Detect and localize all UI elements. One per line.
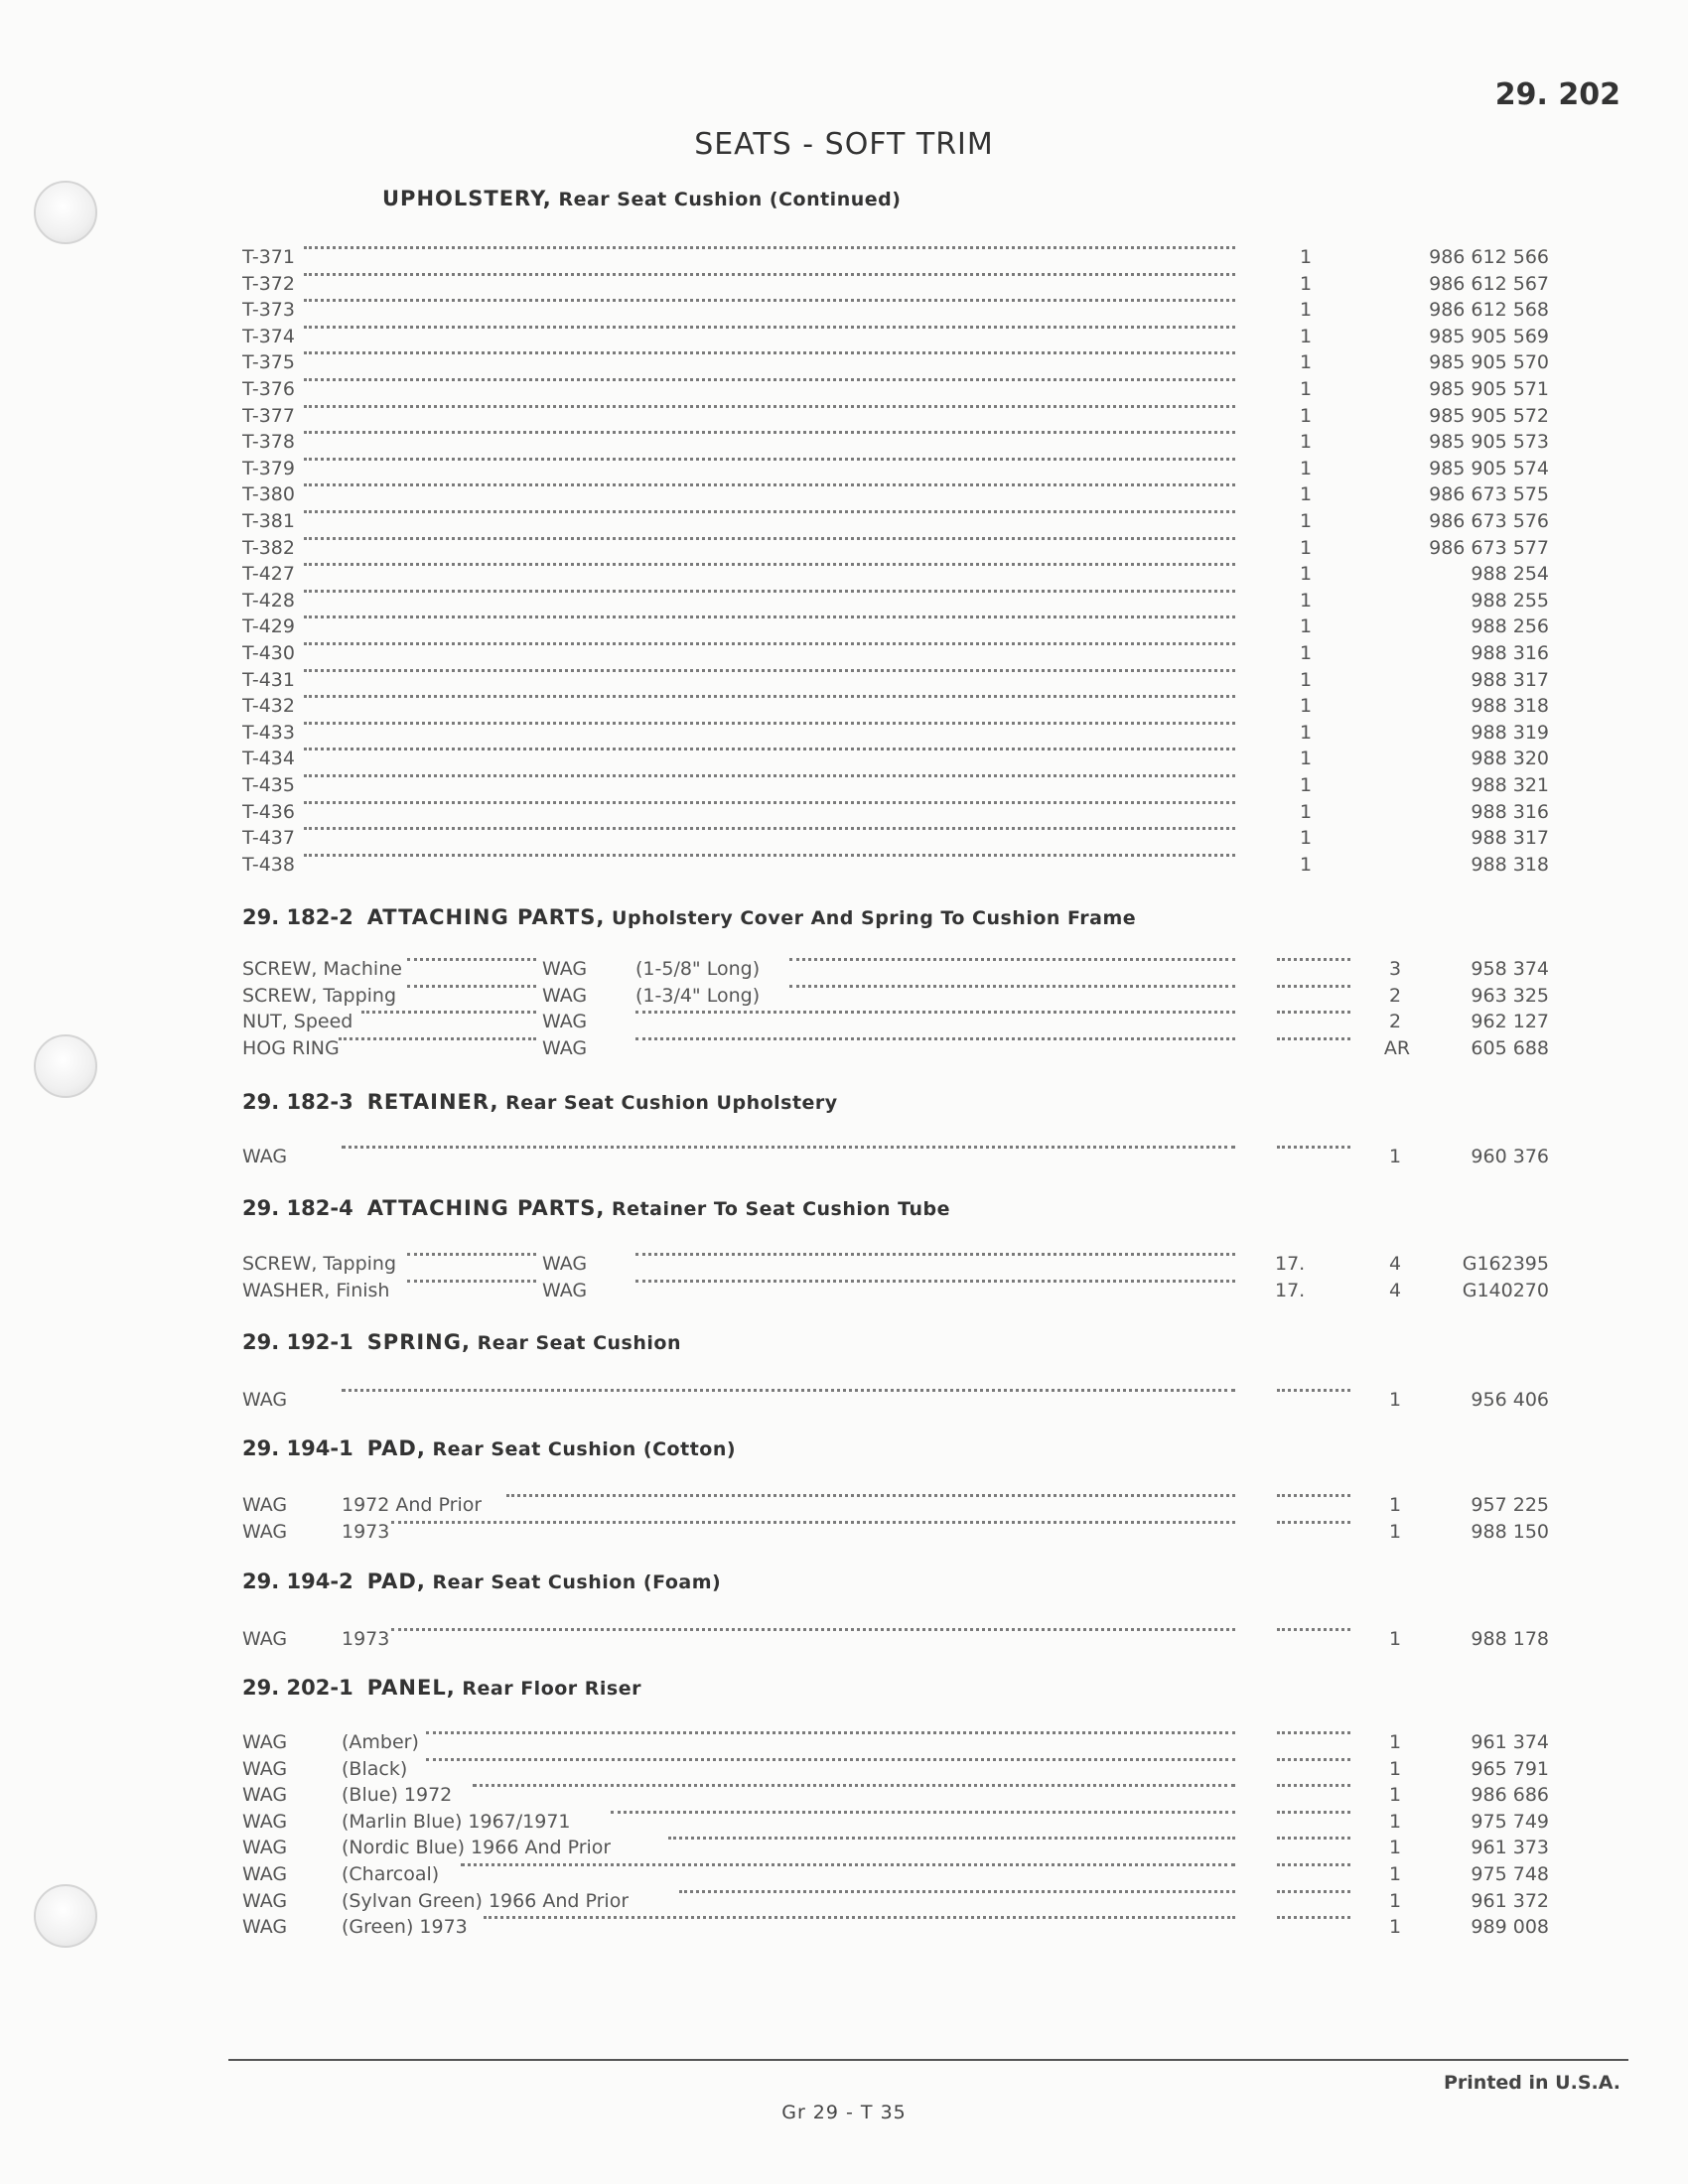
- leader-dots: [1277, 1890, 1350, 1893]
- quantity: 1: [1388, 1389, 1402, 1411]
- table-row: [0, 1494, 1688, 1521]
- part-description: 1972 And Prior: [342, 1494, 483, 1516]
- part-number: 957 225: [1471, 1494, 1549, 1516]
- table-row: [0, 431, 1688, 458]
- section-number: 29. 194-1: [242, 1436, 353, 1460]
- table-row: [0, 827, 1688, 854]
- table-row: [0, 458, 1688, 484]
- part-number: 956 406: [1471, 1389, 1549, 1411]
- quantity: 1: [1388, 1889, 1402, 1912]
- leader-dots: [1277, 1628, 1350, 1631]
- quantity: 1: [1299, 853, 1313, 876]
- footer-printed-in: Printed in U.S.A.: [1444, 2072, 1620, 2094]
- part-name: T-379: [242, 457, 295, 479]
- leader-dots: [1277, 1146, 1350, 1149]
- part-name: T-375: [242, 351, 295, 374]
- part-name: SCREW, Tapping: [242, 984, 397, 1007]
- part-name: T-436: [242, 800, 295, 823]
- part-name: WAG: [242, 1916, 288, 1939]
- quantity: 1: [1299, 404, 1313, 427]
- quantity: 1: [1388, 1628, 1402, 1650]
- table-row: [0, 958, 1688, 985]
- part-number: 988 316: [1471, 800, 1549, 823]
- table-row: [0, 1784, 1688, 1811]
- table-row: [0, 299, 1688, 326]
- quantity: 1: [1388, 1863, 1402, 1885]
- binder-hole-top: [34, 181, 97, 244]
- quantity: 2: [1388, 984, 1402, 1007]
- part-number: 975 749: [1471, 1810, 1549, 1833]
- quantity: 1: [1299, 642, 1313, 664]
- quantity: 2: [1388, 1011, 1402, 1033]
- leader-dots: [1277, 1811, 1350, 1814]
- section-description: Rear Seat Cushion: [477, 1332, 681, 1354]
- part-description: (Blue) 1972: [342, 1784, 453, 1807]
- leader-dots: [789, 985, 1235, 988]
- section-number: 29. 194-2: [242, 1570, 353, 1593]
- quantity: 1: [1299, 827, 1313, 850]
- part-name: SCREW, Tapping: [242, 1253, 397, 1275]
- leader-dots: [407, 985, 536, 988]
- part-name: T-427: [242, 563, 295, 586]
- part-number: 988 255: [1471, 589, 1549, 612]
- section-name: PAD,: [366, 1436, 426, 1460]
- quantity: 1: [1299, 351, 1313, 374]
- part-number: 989 008: [1471, 1916, 1549, 1939]
- part-name: T-376: [242, 378, 295, 400]
- table-row: [0, 483, 1688, 510]
- quantity: AR: [1383, 1036, 1411, 1059]
- table-row: [0, 1389, 1688, 1416]
- leader-dots: [1277, 1837, 1350, 1840]
- part-name: WAG: [242, 1889, 288, 1912]
- part-name: T-374: [242, 325, 295, 347]
- leader-dots: [391, 1628, 1235, 1631]
- part-model: WAG: [542, 1279, 588, 1301]
- table-row: [0, 774, 1688, 801]
- leader-dots: [304, 351, 1235, 354]
- part-number: 961 373: [1471, 1837, 1549, 1859]
- page-number: 29. 202: [1494, 77, 1620, 112]
- page-title: SEATS - SOFT TRIM: [694, 127, 994, 162]
- part-number: 985 905 573: [1429, 431, 1549, 454]
- quantity: 1: [1299, 378, 1313, 400]
- part-name: T-437: [242, 827, 295, 850]
- leader-dots: [789, 958, 1235, 961]
- part-model: WAG: [542, 958, 588, 980]
- section-heading: [382, 187, 901, 210]
- part-model: WAG: [542, 1253, 588, 1275]
- leader-dots: [1277, 1916, 1350, 1919]
- table-row: [0, 246, 1688, 273]
- quantity: 1: [1388, 1916, 1402, 1939]
- quantity: 1: [1299, 721, 1313, 744]
- quantity: 1: [1388, 1146, 1402, 1167]
- table-row: [0, 1916, 1688, 1943]
- part-description: 1973: [342, 1628, 390, 1650]
- section-name: ATTACHING PARTS,: [366, 1196, 606, 1220]
- part-model: WAG: [542, 1036, 588, 1059]
- section-heading: [242, 1676, 641, 1700]
- table-row: [0, 1280, 1688, 1306]
- quantity: 1: [1388, 1810, 1402, 1833]
- table-row: [0, 326, 1688, 352]
- leader-dots: [1277, 1863, 1350, 1866]
- part-number: 986 612 568: [1429, 299, 1549, 322]
- part-number: 988 318: [1471, 695, 1549, 718]
- leader-dots: [426, 1731, 1235, 1734]
- part-name: T-431: [242, 668, 295, 691]
- section-name: SPRING,: [366, 1330, 471, 1354]
- part-number: 988 317: [1471, 827, 1549, 850]
- table-row: [0, 405, 1688, 432]
- part-number: 988 319: [1471, 721, 1549, 744]
- quantity: 1: [1299, 325, 1313, 347]
- part-name: WAG: [242, 1389, 288, 1411]
- leader-dots: [304, 669, 1235, 672]
- quantity: 1: [1299, 272, 1313, 295]
- table-row: [0, 273, 1688, 300]
- section-description: Rear Seat Cushion Upholstery: [505, 1092, 838, 1114]
- table-row: [0, 1811, 1688, 1838]
- part-description: (Charcoal): [342, 1863, 440, 1885]
- part-name: T-433: [242, 721, 295, 744]
- table-row: [0, 1890, 1688, 1917]
- quantity: 1: [1388, 1731, 1402, 1753]
- part-number: 988 178: [1471, 1628, 1549, 1650]
- leader-dots: [361, 1011, 536, 1014]
- section-heading: [242, 1196, 950, 1220]
- quantity: 1: [1299, 695, 1313, 718]
- table-row: [0, 1731, 1688, 1758]
- part-name: T-377: [242, 404, 295, 427]
- part-number: 988 321: [1471, 774, 1549, 796]
- table-row: [0, 1146, 1688, 1172]
- leader-dots: [1277, 1011, 1350, 1014]
- section-description: Rear Seat Cushion (Foam): [432, 1571, 722, 1593]
- footer-group-code: Gr 29 - T 35: [781, 2102, 907, 2123]
- section-ref: 17.: [1275, 1253, 1306, 1275]
- quantity: 1: [1388, 1520, 1402, 1543]
- leader-dots: [304, 431, 1235, 434]
- leader-dots: [304, 483, 1235, 486]
- section-description: Rear Floor Riser: [462, 1678, 641, 1700]
- part-name: SCREW, Machine: [242, 958, 402, 980]
- table-row: [0, 563, 1688, 590]
- leader-dots: [1277, 1521, 1350, 1524]
- section-name: PANEL,: [366, 1676, 456, 1700]
- leader-dots: [304, 774, 1235, 777]
- part-number: 960 376: [1471, 1146, 1549, 1167]
- leader-dots: [1277, 1494, 1350, 1497]
- quantity: 4: [1388, 1279, 1402, 1301]
- leader-dots: [304, 458, 1235, 461]
- leader-dots: [342, 1389, 1235, 1392]
- part-number: 965 791: [1471, 1757, 1549, 1780]
- part-name: WAG: [242, 1863, 288, 1885]
- leader-dots: [304, 748, 1235, 751]
- quantity: 1: [1299, 483, 1313, 506]
- part-name: T-438: [242, 853, 295, 876]
- part-number: 986 673 575: [1429, 483, 1549, 506]
- table-row: [0, 1758, 1688, 1785]
- quantity: 1: [1388, 1837, 1402, 1859]
- section-description: Rear Seat Cushion (Continued): [558, 189, 902, 210]
- table-row: [0, 1521, 1688, 1548]
- leader-dots: [611, 1811, 1235, 1814]
- part-description: (Black): [342, 1757, 408, 1780]
- table-row: [0, 1628, 1688, 1655]
- leader-dots: [304, 273, 1235, 276]
- leader-dots: [304, 722, 1235, 725]
- leader-dots: [304, 510, 1235, 513]
- leader-dots: [407, 958, 536, 961]
- footer-rule: [228, 2059, 1628, 2061]
- part-name: WAG: [242, 1784, 288, 1807]
- leader-dots: [304, 326, 1235, 329]
- section-heading: [242, 1330, 681, 1354]
- leader-dots: [484, 1916, 1235, 1919]
- part-description: (1-3/4" Long): [635, 984, 761, 1007]
- leader-dots: [1277, 985, 1350, 988]
- section-name: RETAINER,: [366, 1090, 499, 1114]
- table-row: [0, 537, 1688, 564]
- section-number: 29. 202-1: [242, 1676, 353, 1700]
- quantity: 1: [1299, 774, 1313, 796]
- part-number: 605 688: [1471, 1036, 1549, 1059]
- leader-dots: [1277, 958, 1350, 961]
- part-number: 961 374: [1471, 1731, 1549, 1753]
- section-number: 29. 192-1: [242, 1330, 353, 1354]
- leader-dots: [668, 1837, 1235, 1840]
- part-name: T-373: [242, 299, 295, 322]
- quantity: 4: [1388, 1253, 1402, 1275]
- table-row: [0, 985, 1688, 1012]
- table-row: [0, 1253, 1688, 1280]
- table-row: [0, 854, 1688, 881]
- table-row: [0, 642, 1688, 669]
- quantity: 1: [1299, 431, 1313, 454]
- part-number: 961 372: [1471, 1889, 1549, 1912]
- section-number: 29. 182-2: [242, 905, 353, 929]
- part-name: T-428: [242, 589, 295, 612]
- leader-dots: [391, 1521, 1235, 1524]
- section-heading: [242, 1090, 838, 1114]
- table-row: [0, 351, 1688, 378]
- quantity: 1: [1299, 457, 1313, 479]
- leader-dots: [304, 378, 1235, 381]
- section-heading: [242, 1570, 721, 1593]
- part-name: T-378: [242, 431, 295, 454]
- part-number: 985 905 571: [1429, 378, 1549, 400]
- leader-dots: [304, 299, 1235, 302]
- part-name: T-371: [242, 246, 295, 268]
- quantity: 1: [1299, 510, 1313, 532]
- table-row: [0, 1011, 1688, 1037]
- part-number: 986 673 576: [1429, 510, 1549, 532]
- part-description: (Amber): [342, 1731, 419, 1753]
- leader-dots: [1277, 1758, 1350, 1761]
- leader-dots: [635, 1037, 1235, 1040]
- leader-dots: [1277, 1389, 1350, 1392]
- part-name: WAG: [242, 1520, 288, 1543]
- quantity: 1: [1388, 1784, 1402, 1807]
- leader-dots: [304, 854, 1235, 857]
- part-number: 985 905 570: [1429, 351, 1549, 374]
- table-row: [0, 801, 1688, 828]
- section-description: Rear Seat Cushion (Cotton): [432, 1438, 737, 1460]
- quantity: 1: [1299, 615, 1313, 638]
- part-number: 975 748: [1471, 1863, 1549, 1885]
- part-number: 963 325: [1471, 984, 1549, 1007]
- part-description: 1973: [342, 1520, 390, 1543]
- quantity: 1: [1299, 299, 1313, 322]
- part-name: T-429: [242, 615, 295, 638]
- leader-dots: [473, 1784, 1235, 1787]
- table-row: [0, 1863, 1688, 1890]
- leader-dots: [304, 590, 1235, 593]
- part-number: 988 316: [1471, 642, 1549, 664]
- part-number: 958 374: [1471, 958, 1549, 980]
- part-number: 985 905 569: [1429, 325, 1549, 347]
- part-number: 988 254: [1471, 563, 1549, 586]
- part-name: T-381: [242, 510, 295, 532]
- leader-dots: [407, 1280, 536, 1283]
- leader-dots: [426, 1758, 1235, 1761]
- leader-dots: [1277, 1784, 1350, 1787]
- table-row: [0, 695, 1688, 722]
- part-name: WAG: [242, 1810, 288, 1833]
- part-name: T-434: [242, 748, 295, 770]
- leader-dots: [1277, 1731, 1350, 1734]
- section-description: Upholstery Cover And Spring To Cushion Frame: [612, 907, 1137, 929]
- section-name: PAD,: [366, 1570, 426, 1593]
- leader-dots: [304, 246, 1235, 249]
- part-name: WAG: [242, 1628, 288, 1650]
- leader-dots: [304, 801, 1235, 804]
- leader-dots: [304, 642, 1235, 645]
- part-number: 985 905 572: [1429, 404, 1549, 427]
- leader-dots: [304, 537, 1235, 540]
- quantity: 1: [1388, 1494, 1402, 1516]
- quantity: 1: [1299, 668, 1313, 691]
- leader-dots: [304, 827, 1235, 830]
- leader-dots: [635, 1280, 1235, 1283]
- quantity: 3: [1388, 958, 1402, 980]
- part-number: G162395: [1462, 1253, 1549, 1275]
- leader-dots: [679, 1890, 1235, 1893]
- table-row: [0, 590, 1688, 616]
- part-name: WAG: [242, 1731, 288, 1753]
- leader-dots: [304, 695, 1235, 698]
- quantity: 1: [1299, 563, 1313, 586]
- part-number: 985 905 574: [1429, 457, 1549, 479]
- part-number: G140270: [1462, 1279, 1549, 1301]
- part-model: WAG: [542, 1011, 588, 1033]
- section-heading: [242, 905, 1136, 929]
- part-description: (Green) 1973: [342, 1916, 468, 1939]
- leader-dots: [304, 405, 1235, 408]
- leader-dots: [339, 1037, 536, 1040]
- section-number: 29. 182-3: [242, 1090, 353, 1114]
- part-description: (Nordic Blue) 1966 And Prior: [342, 1837, 612, 1859]
- table-row: [0, 669, 1688, 696]
- part-name: T-432: [242, 695, 295, 718]
- table-row: [0, 748, 1688, 774]
- part-model: WAG: [542, 984, 588, 1007]
- leader-dots: [407, 1253, 536, 1256]
- section-number: 29. 182-4: [242, 1196, 353, 1220]
- part-name: T-435: [242, 774, 295, 796]
- quantity: 1: [1299, 246, 1313, 268]
- leader-dots: [342, 1146, 1235, 1149]
- table-row: [0, 722, 1688, 749]
- part-name: WASHER, Finish: [242, 1279, 390, 1301]
- section-name: ATTACHING PARTS,: [366, 905, 606, 929]
- section-description: Retainer To Seat Cushion Tube: [612, 1198, 950, 1220]
- part-number: 988 318: [1471, 853, 1549, 876]
- leader-dots: [304, 563, 1235, 566]
- quantity: 1: [1299, 536, 1313, 559]
- quantity: 1: [1388, 1757, 1402, 1780]
- table-row: [0, 378, 1688, 405]
- part-name: T-382: [242, 536, 295, 559]
- part-number: 986 612 566: [1429, 246, 1549, 268]
- leader-dots: [304, 615, 1235, 618]
- leader-dots: [506, 1494, 1235, 1497]
- part-description: (Marlin Blue) 1967/1971: [342, 1810, 571, 1833]
- section-heading: [242, 1436, 736, 1460]
- part-name: WAG: [242, 1757, 288, 1780]
- section-name: UPHOLSTERY,: [382, 187, 552, 210]
- section-ref: 17.: [1275, 1279, 1306, 1301]
- quantity: 1: [1299, 589, 1313, 612]
- table-row: [0, 510, 1688, 537]
- part-number: 988 317: [1471, 668, 1549, 691]
- part-description: (1-5/8" Long): [635, 958, 761, 980]
- part-name: T-430: [242, 642, 295, 664]
- part-number: 986 673 577: [1429, 536, 1549, 559]
- part-number: 986 612 567: [1429, 272, 1549, 295]
- part-name: HOG RING: [242, 1036, 340, 1059]
- leader-dots: [461, 1863, 1235, 1866]
- part-name: WAG: [242, 1837, 288, 1859]
- part-number: 988 320: [1471, 748, 1549, 770]
- part-name: T-380: [242, 483, 295, 506]
- quantity: 1: [1299, 800, 1313, 823]
- table-row: [0, 1837, 1688, 1863]
- part-name: WAG: [242, 1146, 288, 1167]
- table-row: [0, 1037, 1688, 1064]
- part-number: 988 150: [1471, 1520, 1549, 1543]
- leader-dots: [635, 1253, 1235, 1256]
- part-name: WAG: [242, 1494, 288, 1516]
- part-number: 986 686: [1471, 1784, 1549, 1807]
- part-name: NUT, Speed: [242, 1011, 353, 1033]
- quantity: 1: [1299, 748, 1313, 770]
- leader-dots: [635, 1011, 1235, 1014]
- table-row: [0, 615, 1688, 642]
- part-number: 962 127: [1471, 1011, 1549, 1033]
- part-number: 988 256: [1471, 615, 1549, 638]
- leader-dots: [1277, 1037, 1350, 1040]
- part-description: (Sylvan Green) 1966 And Prior: [342, 1889, 630, 1912]
- part-name: T-372: [242, 272, 295, 295]
